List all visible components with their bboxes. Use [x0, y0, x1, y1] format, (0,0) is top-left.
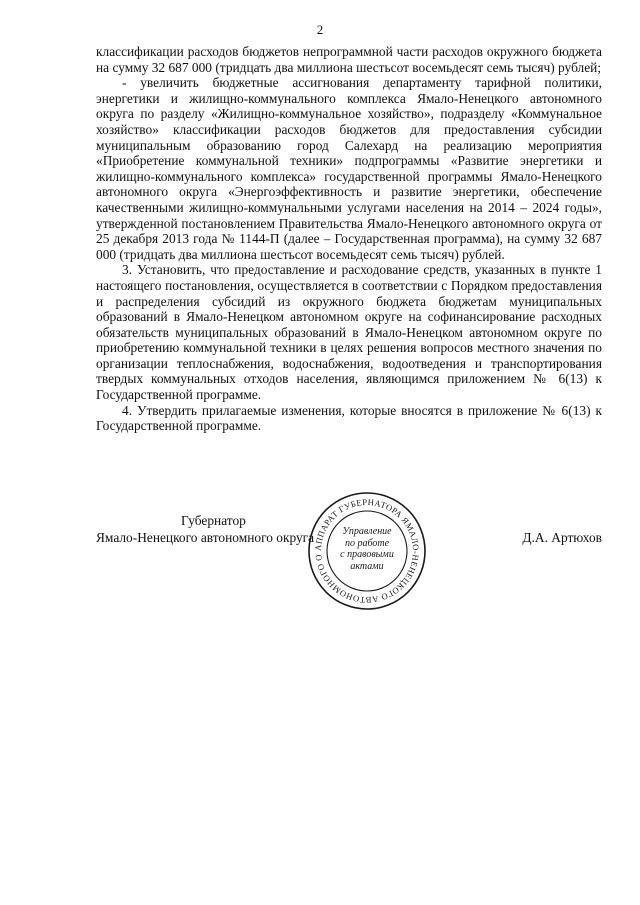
signatory-name: Д.А. Артюхов: [522, 530, 602, 545]
paragraph-increase-allocations: - увеличить бюджетные ассигнования департаменту тарифной политики, энергетики и жилищно-коммунального комплекса Ямало-Ненецкого автономного округа по разделу «Жилищно-коммунальное хозяйство», подразделу «Коммунальное хозяйство» классификации расходов бюджетов для предоставления субсидии муниципальным образованию город Салехард на реализацию мероприятия «Приобретение коммунальной техники» подпрограммы «Развитие энергетики и жилищно-коммунального комплекса» государственной программы Ямало-Ненецкого автономного округа «Энергоэффективность и развитие энергетики, обеспечение качественными жилищно-коммунальными услугами населения на 2014 – 2024 годы», утвержденной постановлением Правительства Ямало-Ненецкого автономного округа от 25 декабря 2013 года № 1144-П (далее – Государственная программа), на сумму 32 687 000 (тридцать два миллиона шестьсот восемьдесят семь тысяч) рублей.: [96, 75, 602, 262]
paragraph-item-3: 3. Установить, что предоставление и расходование средств, указанных в пункте 1 настоящего постановления, осуществляется в соответствии с Порядком предоставления и распределения субсидий из окружного бюджета бюджетам муниципальных образований в Ямало-Ненецком автономном округе на софинансирование расходных обязательств муниципальных образований в Ямало-Ненецком автономном округе по приобретению коммунальной техники в целях решения вопросов местного значения по организации теплоснабжения, водоснабжения, водоотведения и транспортирования твердых коммунальных отходов населения, являющимся приложением № 6(13) к Государственной программе.: [96, 262, 602, 403]
paragraph-item-4: 4. Утвердить прилагаемые изменения, которые вносятся в приложение № 6(13) к Государственной программе.: [96, 402, 602, 434]
official-stamp: [306, 490, 428, 612]
stamp-ring-text: АППАРАТ ГУБЕРНАТОРА ЯМАЛО-НЕНЕЦКОГО АВТОНОМНОГО О: [312, 496, 422, 606]
document-body: [96, 44, 602, 434]
page-number: 2: [316, 22, 324, 37]
signatory-title: Губернатор: [181, 513, 246, 528]
signatory-region: Ямало-Ненецкого автономного округа: [96, 530, 315, 545]
paragraph-budget-classification: классификации расходов бюджетов непрограммной части расходов окружного бюджета на сумму 32 687 000 (тридцать два миллиона шестьсот восемьдесят семь тысяч) рублей;: [96, 44, 602, 75]
stamp-center-text: Управление по работе с правовыми актами: [340, 526, 394, 572]
